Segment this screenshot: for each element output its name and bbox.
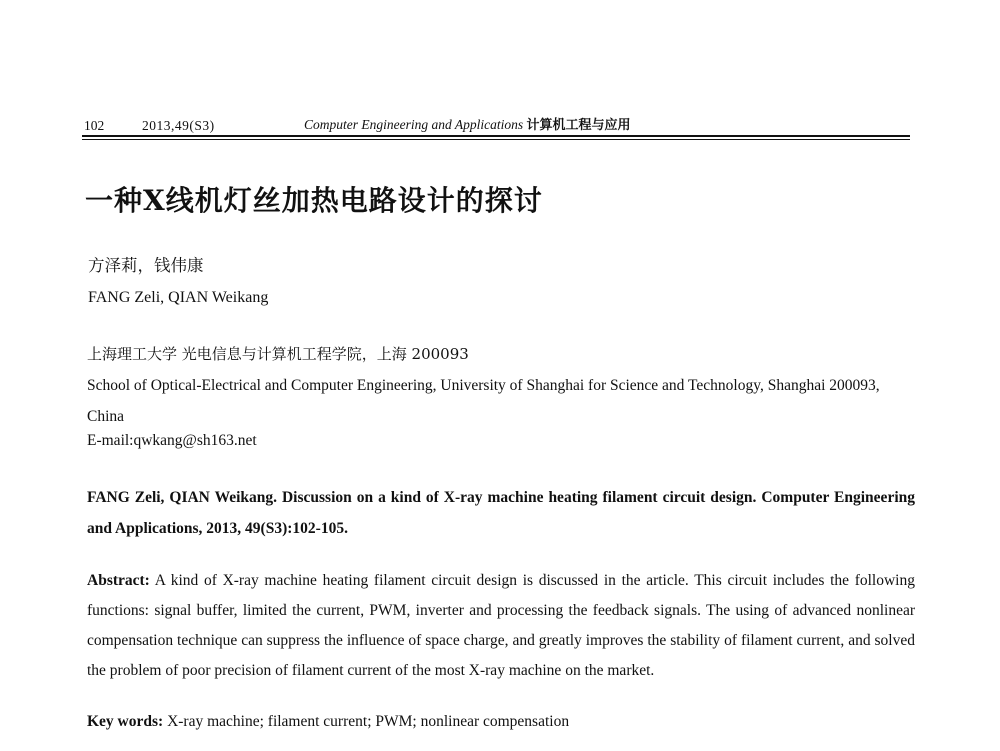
keywords-label: Key words:: [87, 713, 164, 730]
affiliation-en: School of Optical-Electrical and Computer Engineering, University of Shanghai for Science and Technology, Shanghai 200093, China: [87, 377, 880, 425]
affiliation-cn: 上海理工大学 光电信息与计算机工程学院，上海 200093: [87, 345, 469, 363]
abstract-text: A kind of X-ray machine heating filament circuit design is discussed in the article. This circuit includes the following functions: signal buffer, limited the current, PWM, inverter and processing the feedback signals. The using of advanced nonlinear compensation technique can suppress the influence of space charge, and greatly improves the stability of filament current, and solved the problem of poor precision of filament current of the most X-ray machine on the market.: [87, 572, 915, 679]
keywords: [87, 711, 915, 733]
abstract-label: Abstract:: [87, 572, 150, 589]
authors-cn: 方泽莉，钱伟康: [88, 256, 204, 275]
keywords-text: X-ray machine; filament current; PWM; nonlinear compensation: [167, 713, 570, 730]
paper-title-cn: 一种X线机灯丝加热电路设计的探讨: [85, 184, 543, 217]
page-number: 102: [84, 118, 105, 133]
journal-name-cn: 计算机工程与应用: [526, 118, 631, 133]
authors-en: FANG Zeli, QIAN Weikang: [88, 289, 269, 306]
journal-name-en: Computer Engineering and Applications: [304, 117, 524, 132]
header-rule-thin: [82, 139, 910, 140]
abstract: [87, 566, 915, 686]
journal-name: [304, 116, 631, 135]
issue-info: 2013,49(S3): [142, 118, 215, 133]
header-rule-thick: [82, 135, 910, 137]
running-header: [84, 115, 908, 137]
author-email: E-mail:qwkang@sh163.net: [87, 432, 257, 449]
citation: FANG Zeli, QIAN Weikang. Discussion on a kind of X-ray machine heating filament circuit design. Computer Engineering and Applications, 2013, 49(S3):102-105.: [87, 489, 915, 537]
